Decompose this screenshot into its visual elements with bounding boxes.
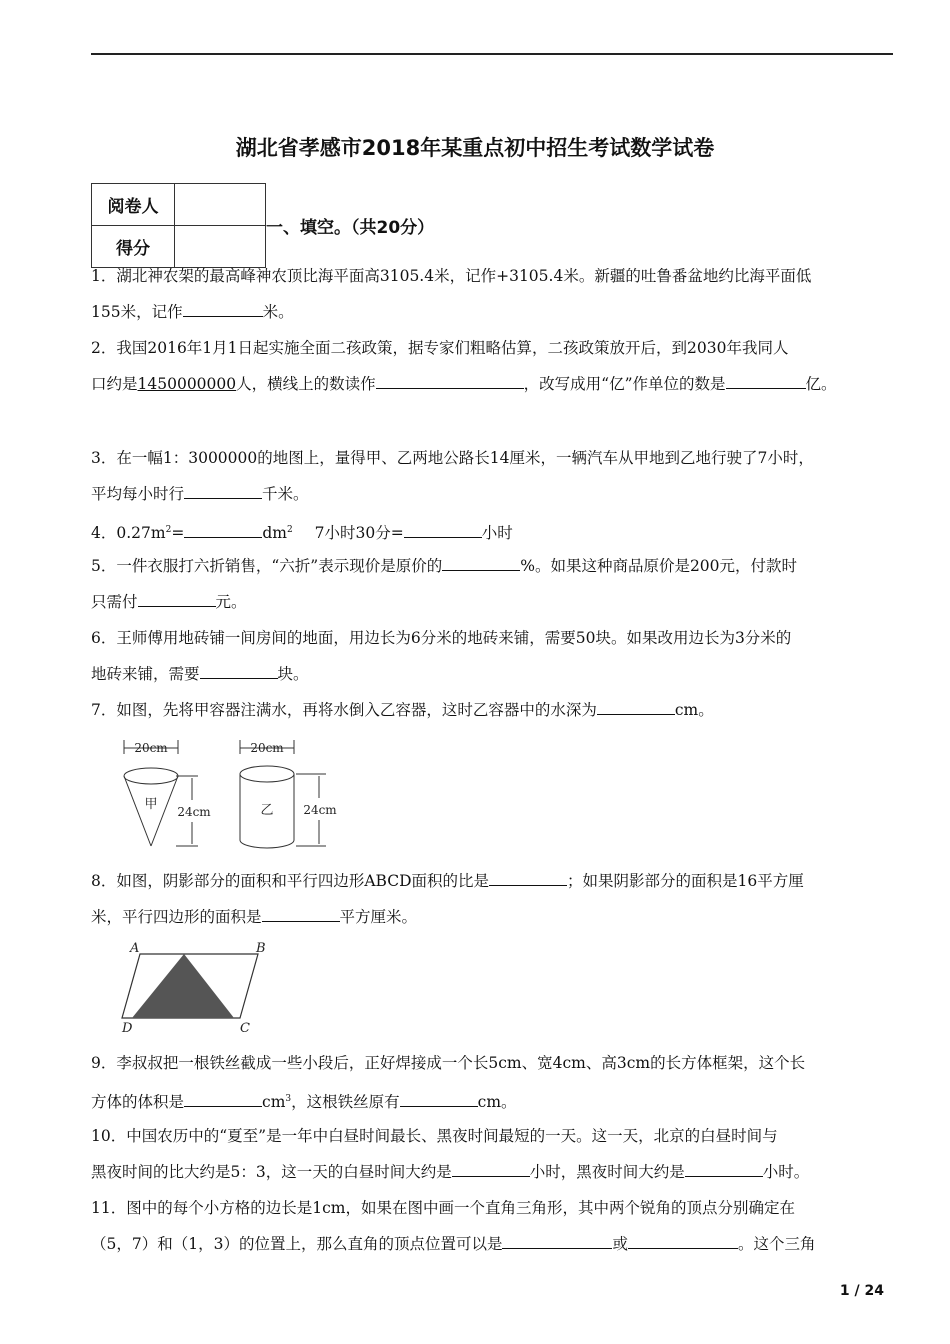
answer-blank[interactable] [183,298,263,317]
answer-blank[interactable] [400,1088,478,1107]
containers-figure [116,736,341,856]
answer-blank[interactable] [452,1158,530,1177]
page-title: 湖北省孝感市2018年某重点初中招生考试数学试卷 [235,136,715,160]
reviewer-label: 阅卷人 [92,184,175,226]
answer-blank[interactable] [628,1230,738,1249]
question-4: 4．$0.27m^2= dm^2$ 7小时30分= 小时 [91,512,896,551]
page-number: 1 / 24 [839,1283,884,1299]
vertex-d: D [122,1021,133,1036]
score-label: 得分 [92,226,175,268]
answer-blank[interactable] [685,1158,763,1177]
parallelogram-figure [118,940,278,1036]
vertex-c: C [240,1021,250,1036]
answer-blank[interactable] [184,519,262,538]
question-6: 6．王师傅用地砖铺一间房间的地面，用边长为6分米的地砖来铺，需要50块。如果改用边长为3分米的 地砖来铺，需要 块。 [91,629,792,683]
cylinder-height-label: 24cm [303,803,337,817]
answer-blank[interactable] [262,903,340,922]
underlined-number: 1450000000 [137,375,237,393]
answer-blank[interactable] [597,696,675,715]
score-table [91,183,266,268]
question-3: 3．在一幅1：3000000的地图上，量得甲、乙两地公路长14厘米，一辆汽车从甲地到乙地行驶了7小时， 平均每小时行 千米。 [91,449,814,503]
question-11: 11．图中的每个小方格的边长是1cm，如果在图中画一个直角三角形，其中两个锐角的顶点分别确定在 （5，7）和（1，3）的位置上，那么直角的顶点位置可以是 或 。这个三角 [91,1199,816,1253]
cone-label: 甲 [144,797,158,812]
answer-blank[interactable] [184,480,262,499]
answer-blank[interactable] [184,1088,262,1107]
answer-blank[interactable] [502,1230,612,1249]
question-5: 5．一件衣服打六折销售，“六折”表示现价是原价的 %。如果这种商品原价是200元，付款时 只需付 元。 [91,548,896,620]
question-9: 9．李叔叔把一根铁丝截成一些小段后，正好焊接成一个长5cm、宽4cm、高3cm的长方体框架，这个长 方体的体积是 $cm^3$，这根铁丝原有 cm。 [91,1054,806,1112]
cylinder-container [240,740,337,848]
answer-blank[interactable] [138,588,216,607]
question-8: 8．如图，阴影部分的面积和平行四边形ABCD面积的比是 ；如果阴影部分的面积是16平方厘 米，平行四边形的面积是 平方厘米。 [91,863,896,935]
vertex-a: A [130,941,140,956]
section-heading: 一、填空。（共20分） [266,218,435,238]
question-7: 7．如图，先将甲容器注满水，再将水倒入乙容器，这时乙容器中的水深为 cm。 [91,692,896,728]
header-rule [91,53,893,55]
answer-blank[interactable] [200,660,278,679]
answer-blank[interactable] [442,552,520,571]
cone-width-label: 20cm [134,741,168,755]
cone-container [124,740,211,846]
question-10: 10．中国农历中的“夏至”是一年中白昼时间最长、黑夜时间最短的一天。这一天，北京的白昼时间与 黑夜时间的比大约是5：3，这一天的白昼时间大约是 小时，黑夜时间大约是 小时。 [91,1127,810,1181]
cone-height-label: 24cm [177,805,211,819]
vertex-b: B [256,941,266,956]
answer-blank[interactable] [376,370,524,389]
question-1: 1．湖北神农架的最高峰神农顶比海平面高3105.4米，记作+3105.4米。新疆的吐鲁番盆地约比海平面低 155米，记作 米。 [91,267,812,321]
cylinder-label: 乙 [260,803,274,818]
answer-blank[interactable] [726,370,806,389]
question-2: 2．我国2016年1月1日起实施全面二孩政策，据专家们粗略估算，二孩政策放开后，到2030年我同人 口约是1450000000人，横线上的数读作 ，改写成用“亿”作单位的数是 亿。 [91,339,837,393]
answer-blank[interactable] [404,519,482,538]
reviewer-cell[interactable] [175,184,266,226]
cylinder-width-label: 20cm [250,741,284,755]
answer-blank[interactable] [489,867,567,886]
